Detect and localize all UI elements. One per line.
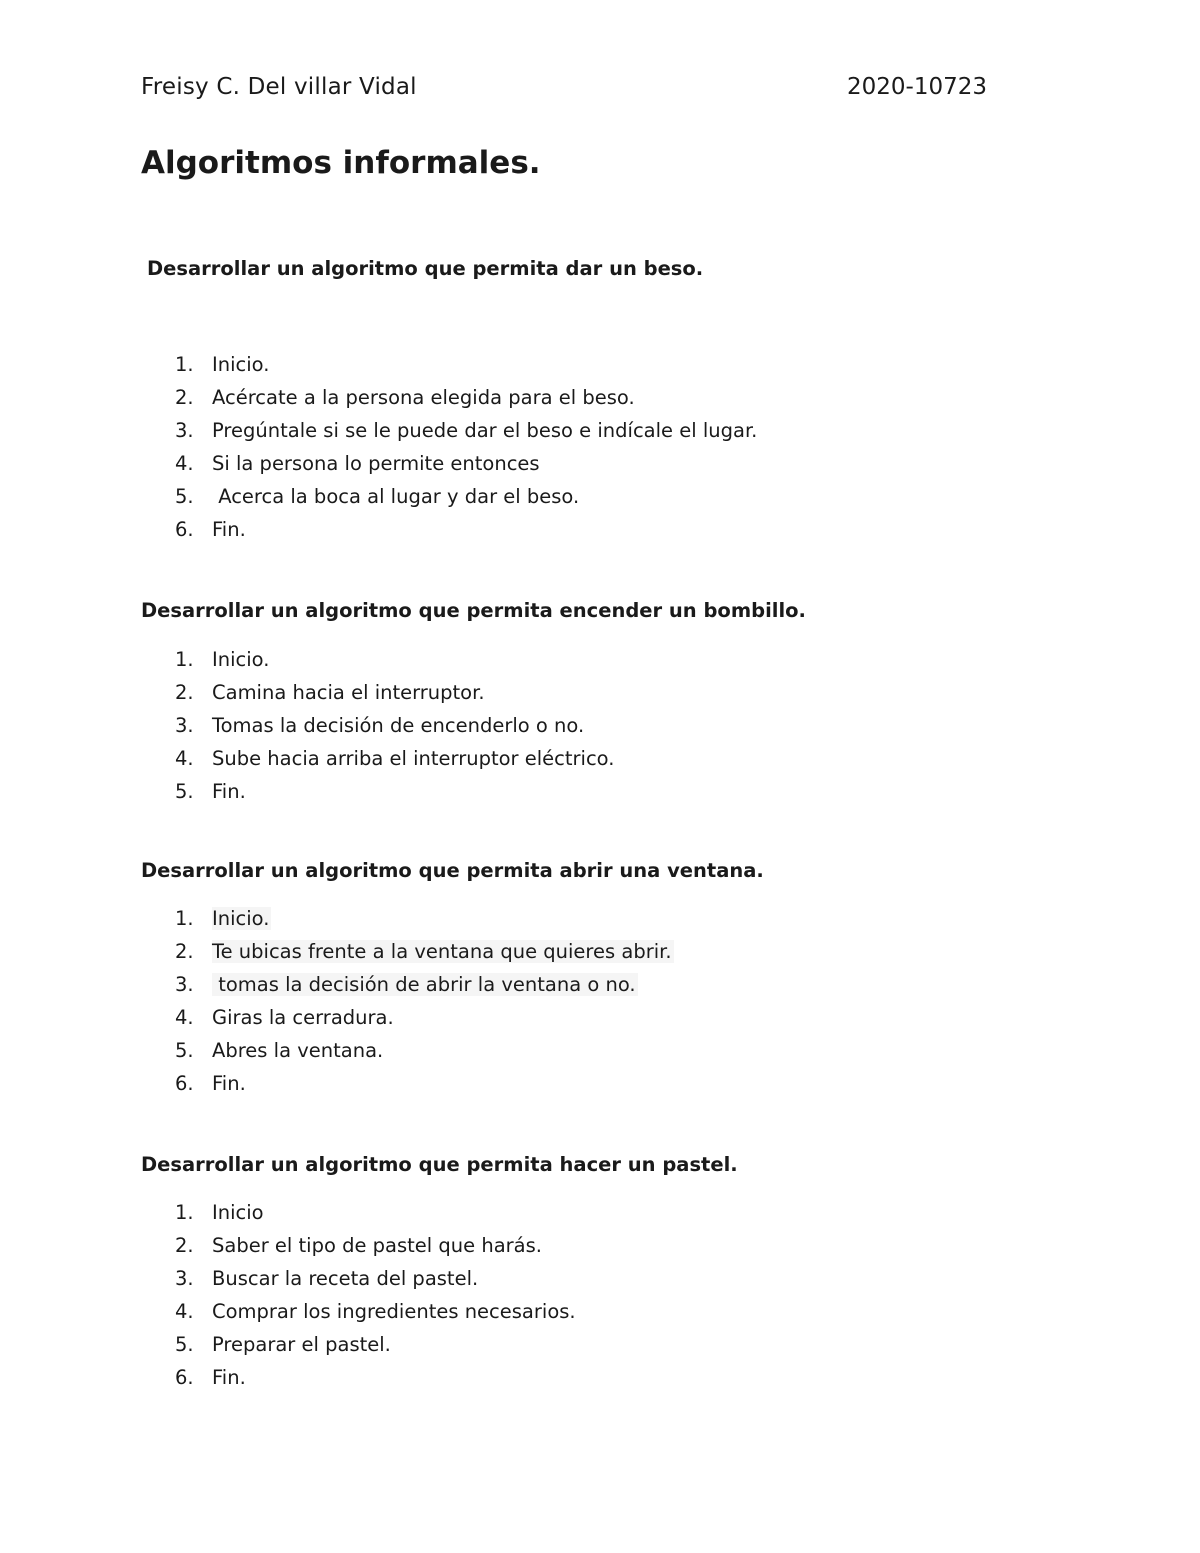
section-heading-beso: Desarrollar un algoritmo que permita dar un beso. <box>147 257 704 280</box>
step-number: 2. <box>175 1234 194 1257</box>
author-name: Freisy C. Del villar Vidal <box>141 74 417 100</box>
step-text: Inicio. <box>212 353 270 376</box>
step-number: 1. <box>175 353 194 376</box>
step-number: 5. <box>175 780 194 803</box>
step-text: Acerca la boca al lugar y dar el beso. <box>212 485 580 508</box>
step-number: 5. <box>175 1039 194 1062</box>
step-number: 5. <box>175 485 194 508</box>
step-text: Sube hacia arriba el interruptor eléctrico. <box>212 747 615 770</box>
step-number: 4. <box>175 1300 194 1323</box>
step-text: Fin. <box>212 780 246 803</box>
step-number: 6. <box>175 1072 194 1095</box>
step-number: 3. <box>175 1267 194 1290</box>
step-text: tomas la decisión de abrir la ventana o no. <box>212 973 636 996</box>
section-heading-ventana: Desarrollar un algoritmo que permita abrir una ventana. <box>141 859 764 882</box>
step-text: Inicio. <box>212 648 270 671</box>
step-number: 6. <box>175 1366 194 1389</box>
step-text: Fin. <box>212 1072 246 1095</box>
step-number: 2. <box>175 386 194 409</box>
step-text: Camina hacia el interruptor. <box>212 681 485 704</box>
step-text: Inicio <box>212 1201 264 1224</box>
step-text: Si la persona lo permite entonces <box>212 452 540 475</box>
step-number: 2. <box>175 681 194 704</box>
step-text: Tomas la decisión de encenderlo o no. <box>212 714 585 737</box>
step-number: 3. <box>175 714 194 737</box>
step-text: Buscar la receta del pastel. <box>212 1267 479 1290</box>
step-number: 4. <box>175 452 194 475</box>
step-number: 3. <box>175 419 194 442</box>
step-number: 4. <box>175 747 194 770</box>
step-text: Giras la cerradura. <box>212 1006 394 1029</box>
step-text: Te ubicas frente a la ventana que quieres abrir. <box>212 940 672 963</box>
step-text: Fin. <box>212 518 246 541</box>
step-number: 3. <box>175 973 194 996</box>
step-number: 6. <box>175 518 194 541</box>
student-id: 2020-10723 <box>847 74 987 100</box>
step-number: 4. <box>175 1006 194 1029</box>
step-number: 2. <box>175 940 194 963</box>
step-text: Acércate a la persona elegida para el beso. <box>212 386 635 409</box>
step-number: 1. <box>175 648 194 671</box>
step-text: Preparar el pastel. <box>212 1333 391 1356</box>
step-number: 5. <box>175 1333 194 1356</box>
step-number: 1. <box>175 907 194 930</box>
step-text: Inicio. <box>212 907 270 930</box>
section-heading-bombillo: Desarrollar un algoritmo que permita encender un bombillo. <box>141 599 806 622</box>
step-text: Saber el tipo de pastel que harás. <box>212 1234 542 1257</box>
section-heading-pastel: Desarrollar un algoritmo que permita hacer un pastel. <box>141 1153 738 1176</box>
step-text: Abres la ventana. <box>212 1039 384 1062</box>
step-number: 1. <box>175 1201 194 1224</box>
step-text: Pregúntale si se le puede dar el beso e indícale el lugar. <box>212 419 758 442</box>
step-text: Comprar los ingredientes necesarios. <box>212 1300 576 1323</box>
step-text: Fin. <box>212 1366 246 1389</box>
document-title: Algoritmos informales. <box>141 145 541 181</box>
